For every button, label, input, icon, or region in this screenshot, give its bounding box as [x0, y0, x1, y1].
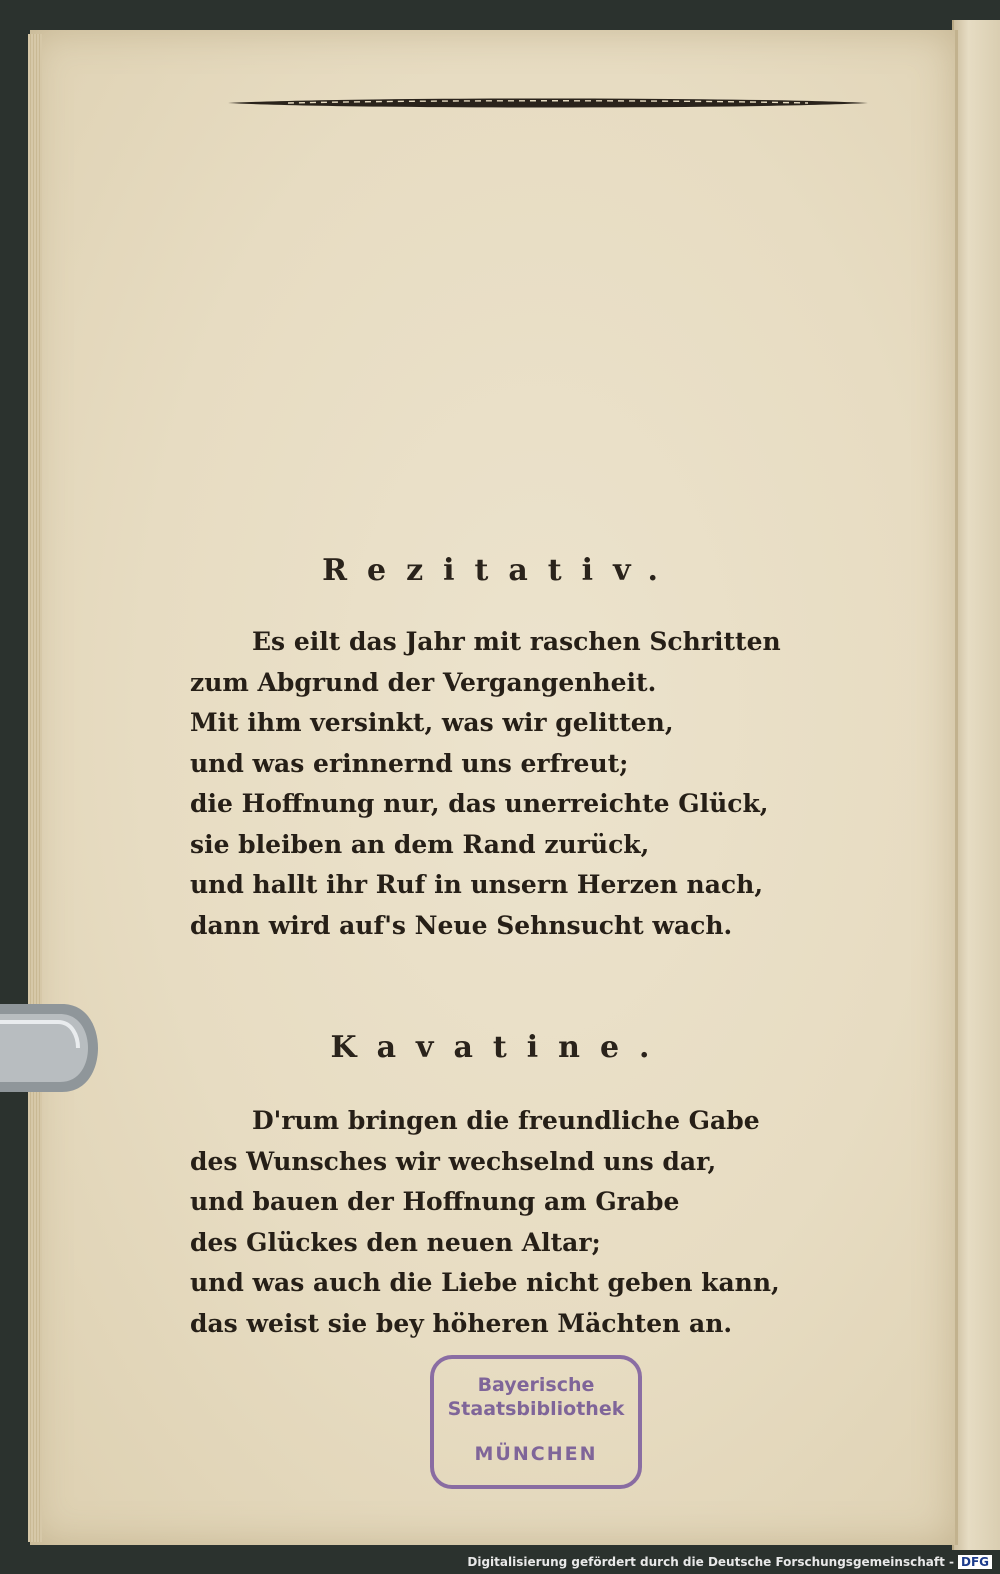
cavatina-heading: Kavatine.: [330, 1030, 670, 1065]
library-stamp: [430, 1355, 642, 1489]
verse-line: sie bleiben an dem Rand zurück,: [190, 829, 650, 859]
verse-line: zum Abgrund der Vergangenheit.: [190, 667, 657, 697]
verse-line: die Hoffnung nur, das unerreichte Glück,: [190, 789, 769, 818]
digitization-credit: [467, 1555, 992, 1569]
facing-page-edge: [952, 20, 1000, 1550]
verse-line: D'rum bringen die freundliche Gabe: [252, 1106, 760, 1135]
credit-text: Digitalisierung gefördert durch die Deutsche Forschungsgemeinschaft -: [467, 1555, 954, 1569]
stamp-line: Bayerische: [477, 1374, 595, 1396]
stamp-line: Staatsbibliothek: [447, 1398, 625, 1420]
ornamental-rule: [228, 90, 868, 116]
dfg-logo: DFG: [958, 1555, 992, 1569]
verse-line: Es eilt das Jahr mit raschen Schritten: [252, 627, 781, 656]
recitative-heading: Rezitativ.: [322, 553, 678, 588]
verse-line: das weist sie bey höheren Mächten an.: [190, 1308, 733, 1338]
verse-line: Mit ihm versinkt, was wir gelitten,: [190, 708, 674, 737]
verse-line: und was auch die Liebe nicht geben kann,: [190, 1268, 780, 1297]
verse-line: und bauen der Hoffnung am Grabe: [190, 1187, 680, 1216]
verse-line: des Glückes den neuen Altar;: [190, 1227, 601, 1257]
cavatina-verse: [190, 1101, 830, 1344]
stamp-city: MÜNCHEN: [474, 1443, 598, 1465]
recitative-verse: [190, 622, 830, 946]
verse-line: des Wunsches wir wechselnd uns dar,: [190, 1146, 717, 1176]
verse-line: dann wird auf's Neue Sehnsucht wach.: [190, 910, 733, 940]
verse-line: und was erinnernd uns erfreut;: [190, 748, 629, 778]
page-stack-edge: [28, 34, 42, 1542]
verse-line: und hallt ihr Ruf in unsern Herzen nach,: [190, 870, 764, 899]
